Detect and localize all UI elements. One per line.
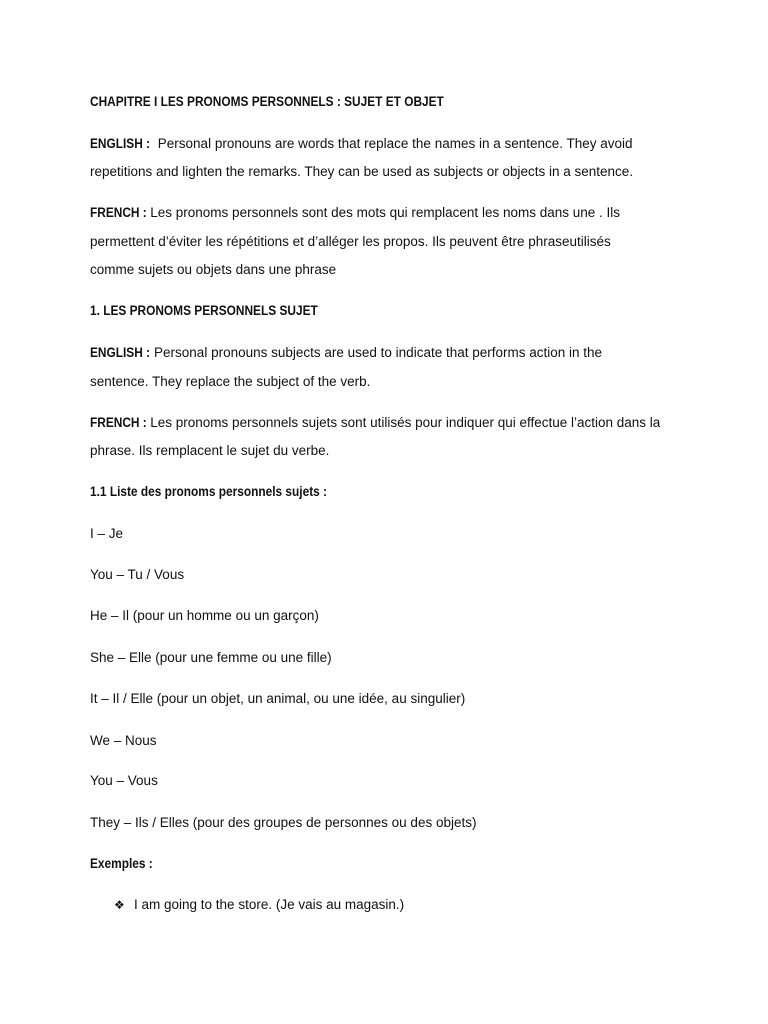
pronoun-list-item: She – Elle (pour une femme ou une fille) <box>90 650 332 665</box>
intro-french-line-2: permettent d’éviter les répétitions et d’alléger les propos. Ils peuvent être phraseutilisés <box>90 234 611 249</box>
intro-french-line-3: comme sujets ou objets dans une phrase <box>90 262 337 277</box>
example-list-item <box>114 896 404 914</box>
intro-french-line-1 <box>90 204 620 222</box>
section-1-english-line-2: sentence. They replace the subject of the verb. <box>90 374 371 389</box>
section-1-english-text-1: Personal pronouns subjects are used to indicate that performs action in the <box>154 345 603 360</box>
pronoun-list-item: I – Je <box>90 526 124 541</box>
section-1-english-label: ENGLISH : <box>90 345 151 360</box>
intro-english-text-1: Personal pronouns are words that replace the names in a sentence. They avoid <box>157 136 633 151</box>
section-1-english-line-1 <box>90 344 602 362</box>
pronoun-list-item: We – Nous <box>90 733 157 748</box>
diamond-bullet-icon: ❖ <box>114 898 125 912</box>
intro-english-line-2: repetitions and lighten the remarks. They can be used as subjects or objects in a sentence. <box>90 164 634 179</box>
chapter-title: CHAPITRE I LES PRONOMS PERSONNELS : SUJET ET OBJET <box>90 94 444 109</box>
section-1-french-line-1 <box>90 414 660 432</box>
pronoun-list-item: You – Tu / Vous <box>90 567 185 582</box>
pronoun-list-item: It – Il / Elle (pour un objet, un animal, ou une idée, au singulier) <box>90 691 466 706</box>
pronoun-list-item: He – Il (pour un homme ou un garçon) <box>90 608 319 623</box>
pronoun-list-item: You – Vous <box>90 773 158 788</box>
examples-heading: Exemples : <box>90 856 153 871</box>
intro-french-label: FRENCH : <box>90 205 147 220</box>
pronoun-list-heading: 1.1 Liste des pronoms personnels sujets : <box>90 484 328 499</box>
section-1-heading: 1. LES PRONOMS PERSONNELS SUJET <box>90 303 318 318</box>
intro-english-label: ENGLISH : <box>90 136 151 151</box>
section-1-french-label: FRENCH : <box>90 415 147 430</box>
intro-english-line-1 <box>90 135 633 153</box>
section-1-french-line-2: phrase. Ils remplacent le sujet du verbe. <box>90 443 330 458</box>
intro-french-text-1: Les pronoms personnels sont des mots qui remplacent les noms dans une . Ils <box>150 205 621 220</box>
example-text: I am going to the store. (Je vais au magasin.) <box>134 897 405 912</box>
pronoun-list-item: They – Ils / Elles (pour des groupes de personnes ou des objets) <box>90 815 477 830</box>
section-1-french-text-1: Les pronoms personnels sujets sont utilisés pour indiquer qui effectue l’action dans la <box>150 415 661 430</box>
